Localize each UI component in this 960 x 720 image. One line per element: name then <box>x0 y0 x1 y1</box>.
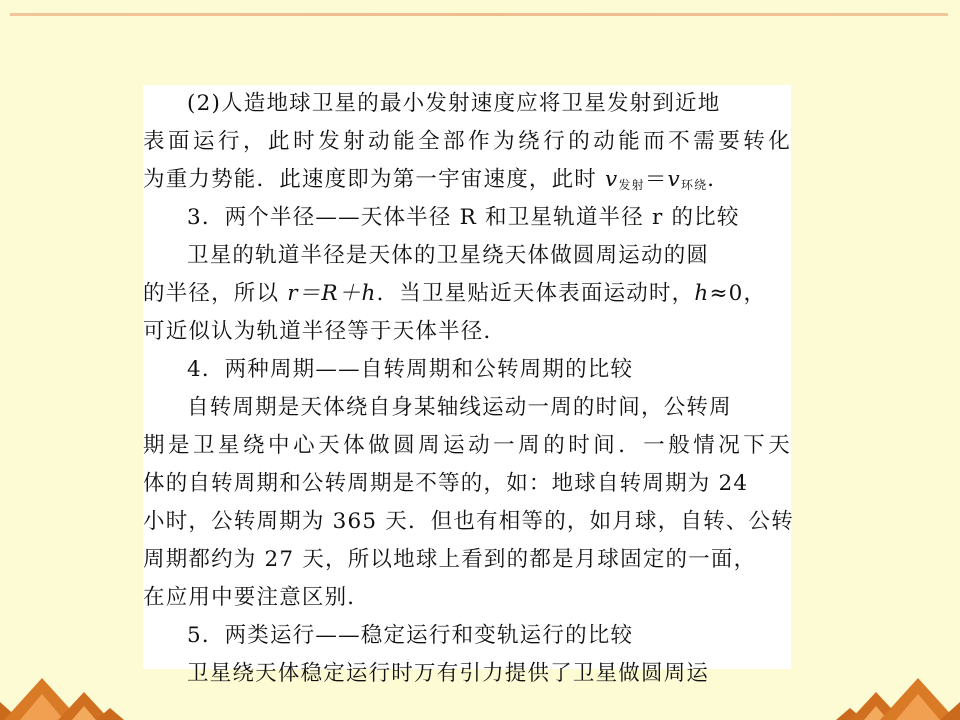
text-line: 表面运行，此时发射动能全部作为绕行的动能而不需要转化 <box>143 129 791 154</box>
text-panel <box>143 85 794 686</box>
text-line: 可近似认为轨道半径等于天体半径． <box>143 319 507 344</box>
text-line: 体的自转周期和公转周期是不等的，如：地球自转周期为 24 <box>143 471 749 496</box>
section-heading: 5．两类运行——稳定运行和变轨运行的比较 <box>187 623 634 648</box>
math-operator: ＝ <box>644 167 668 192</box>
text-line: 周期都约为 27 天，所以地球上看到的都是月球固定的一面， <box>143 547 757 572</box>
text-segment: ． <box>707 167 730 192</box>
text-line: (2)人造地球卫星的最小发射速度应将卫星发射到近地 <box>187 91 721 116</box>
math-subscript: 环绕 <box>680 178 708 192</box>
math-variable: v <box>605 167 619 192</box>
math-variable: h <box>694 281 710 306</box>
section-heading: 4．两种周期——自转周期和公转周期的比较 <box>187 357 634 382</box>
text-segment: ≈0， <box>709 281 767 306</box>
text-segment: 的半径，所以 <box>143 281 288 306</box>
text-line <box>143 161 791 199</box>
section-heading: 3．两个半径——天体半径 R 和卫星轨道半径 r 的比较 <box>187 205 740 230</box>
text-line: 在应用中要注意区别． <box>143 585 371 610</box>
text-line: 期是卫星绕中心天体做圆周运动一周的时间．一般情况下天 <box>143 433 791 458</box>
text-segment: ．当卫星贴近天体表面运动时， <box>376 281 695 306</box>
bottom-left-triangle-decoration <box>0 672 140 720</box>
text-line: 自转周期是天体绕自身某轴线运动一周的时间，公转周 <box>187 395 732 420</box>
text-line: 卫星绕天体稳定运行时万有引力提供了卫星做圆周运 <box>187 661 710 686</box>
bottom-right-triangle-decoration <box>820 672 960 720</box>
math-variable: v <box>667 167 681 192</box>
math-subscript: 发射 <box>618 178 645 192</box>
math-formula: r＝R＋h <box>287 281 377 306</box>
text-segment: 为重力势能．此速度即为第一宇宙速度，此时 <box>143 167 606 192</box>
text-line: 卫星的轨道半径是天体的卫星绕天体做圆周运动的圆 <box>187 243 710 268</box>
top-divider-line <box>10 13 948 16</box>
text-line <box>143 275 791 313</box>
text-line: 小时，公转周期为 365 天．但也有相等的，如月球，自转、公转 <box>143 509 794 534</box>
